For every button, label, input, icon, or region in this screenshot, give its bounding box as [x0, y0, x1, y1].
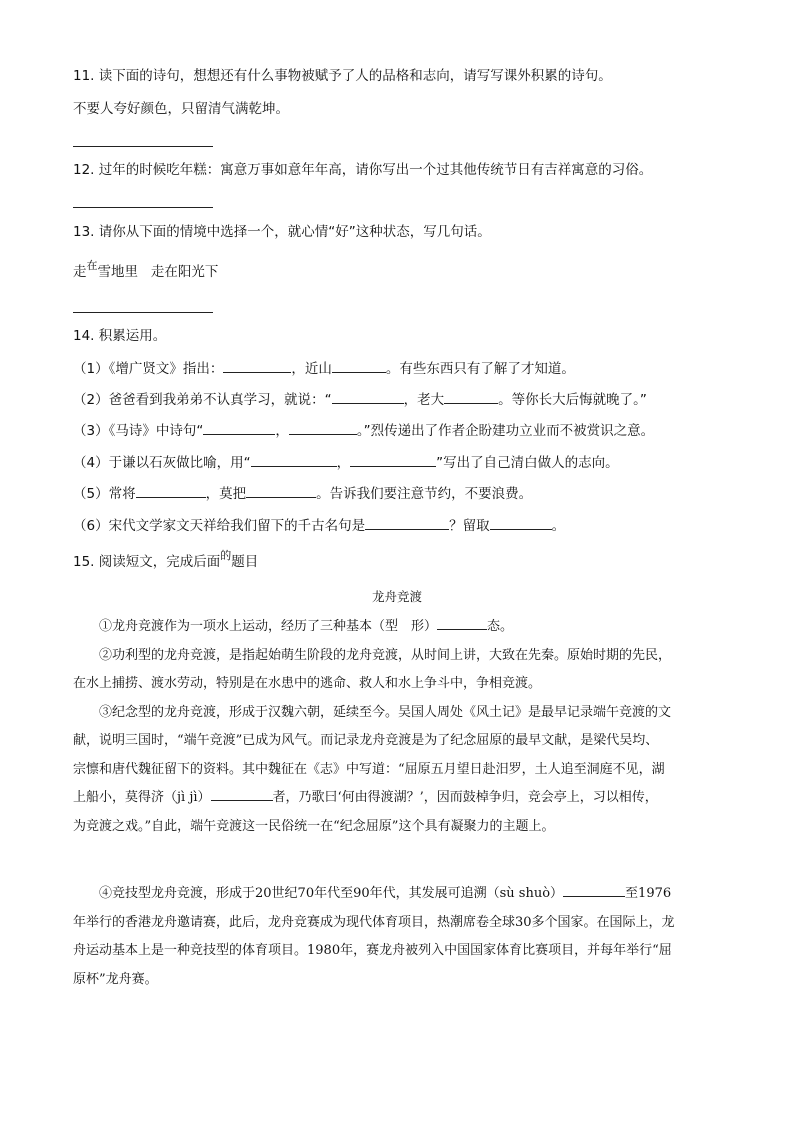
q13-options: [73, 259, 219, 283]
p3-l4-text-a: 上船小，莫得济（jì jì）: [73, 790, 211, 805]
passage-paragraph-2-line-2: 在水上捕捞、渡水劳动，特别是在水患中的逃命、救人和水上争斗中，争相竞渡。: [73, 676, 542, 691]
q14-item-5-blank-2[interactable]: [246, 483, 316, 498]
passage-paragraph-4-line-2: 年举行的香港龙舟邀请赛，此后，龙舟竞赛成为现代体育项目，热潮席卷全球30多个国家。在国际上，龙: [73, 914, 675, 930]
passage-paragraph-4-line-1: [73, 880, 721, 909]
p3-blank[interactable]: [211, 786, 273, 801]
p4-l1-text-b: 至1976: [625, 886, 672, 901]
q11-prompt: 11. 读下面的诗句，想想还有什么事物被赋予了人的品格和志向，请写写课外积累的诗句。: [73, 68, 612, 84]
passage-paragraph-3-line-4: [73, 784, 721, 813]
passage-body-2: [73, 880, 721, 994]
passage-body: [73, 613, 721, 841]
q14-item-4-text-b: ，: [336, 455, 351, 471]
q14-item-1-blank-2[interactable]: [332, 358, 386, 373]
q14-item-5: [73, 483, 532, 504]
q12-answer-line[interactable]: [73, 207, 213, 208]
q14-item-2-text-c: 。等你长大后悔就晚了。”: [498, 392, 647, 408]
q14-item-1-blank-1[interactable]: [223, 358, 291, 373]
q14-item-2-blank-1[interactable]: [332, 389, 404, 404]
q14-item-5-text-b: ，莫把: [205, 486, 247, 502]
passage-paragraph-2-line-1: ②功利型的龙舟竞渡，是指起始萌生阶段的龙舟竞渡，从时间上讲，大致在先秦。原始时期的先民，: [99, 647, 672, 663]
q14-item-3-blank-2[interactable]: [289, 420, 357, 435]
q14-item-1-text-a: （1）《增广贤文》指出：: [73, 361, 224, 377]
q14-item-5-blank-1[interactable]: [136, 483, 206, 498]
q14-item-3: [73, 420, 654, 441]
q14-item-6-text-a: （6）宋代文学家文天祥给我们留下的千古名句是: [73, 518, 366, 534]
q13-prompt: 13. 请你从下面的情境中选择一个，就心情“好”这种状态，写几句话。: [73, 224, 491, 240]
q13-option1-b: 在: [86, 259, 98, 272]
q14-prompt: 14. 积累运用。: [73, 328, 167, 344]
q14-item-4-blank-2[interactable]: [350, 452, 436, 467]
q14-item-2-blank-2[interactable]: [444, 389, 498, 404]
q14-item-5-text-a: （5）常将: [73, 486, 136, 502]
q11-poem: 不要人夸好颜色，只留清气满乾坤。: [73, 101, 289, 117]
q14-item-1: [73, 358, 575, 379]
q14-item-2-text-b: ，老大: [403, 392, 445, 408]
q11-answer-line[interactable]: [73, 146, 213, 147]
q12-prompt: 12. 过年的时候吃年糕：寓意万事如意年年高，请你写出一个过其他传统节日有吉祥寓意的习俗。: [73, 162, 653, 178]
q14-item-3-text-b: ，: [275, 423, 289, 439]
q14-item-2: [73, 389, 647, 410]
q14-item-4: [73, 452, 619, 473]
q13-answer-line[interactable]: [73, 312, 213, 313]
q14-item-4-text-c: ”写出了自己清白做人的志向。: [436, 455, 619, 471]
q14-item-3-blank-1[interactable]: [203, 420, 275, 435]
q15-prompt-c: 题目: [231, 554, 259, 570]
p1-blank[interactable]: [437, 615, 487, 630]
p4-blank[interactable]: [563, 882, 625, 897]
p4-l1-text-a: ④竞技型龙舟竞渡，形成于20世纪70年代至90年代，其发展可追溯（sù shuò）: [99, 886, 564, 901]
q14-item-2-text-a: （2）爸爸看到我弟弟不认真学习，就说：“: [73, 392, 332, 408]
passage-paragraph-3-line-2: 献，说明三国时，“端午竞渡”已成为风气。而记录龙舟竞渡是为了纪念屈原的最早文献，是梁代吴均、: [73, 733, 659, 748]
passage-paragraph-3-line-3: 宗懔和唐代魏征留下的资料。其中魏征在《志》中写道：“屈原五月望日赴汨罗，土人追至洞庭不见，湖: [73, 761, 665, 777]
q14-item-3-text-a: （3）《马诗》中诗句“: [73, 423, 204, 439]
p1-text-a: ①龙舟竞渡作为一项水上运动，经历了三种基本（型 形）: [99, 619, 438, 634]
q14-item-1-text-c: 。有些东西只有了解了才知道。: [385, 361, 575, 377]
q14-item-6-blank-1[interactable]: [365, 515, 449, 530]
q13-option2: 走在阳光下: [150, 264, 219, 280]
passage-paragraph-3-line-1: ③纪念型的龙舟竞渡，形成于汉魏六朝，延续至今。吴国人周处《风土记》是最早记录端午竞渡的文: [99, 704, 672, 720]
passage-paragraph-4-line-4: 原杯”龙舟赛。: [73, 971, 158, 987]
passage-paragraph-4-line-3: 舟运动基本上是一种竞技型的体育项目。1980年，赛龙舟被列入中国国家体育比赛项目，并每年举行“屈: [73, 943, 672, 958]
q13-option1-c: 雪地里: [97, 264, 138, 280]
p1-text-b: 态。: [487, 619, 514, 634]
q14-item-4-text-a: （4）于谦以石灰做比喻，用“: [73, 455, 251, 471]
q14-item-6-blank-2[interactable]: [490, 515, 552, 530]
passage-title: 龙舟竞渡: [371, 589, 422, 604]
q14-item-3-text-c: 。”烈传递出了作者企盼建功立业而不被赏识之意。: [356, 423, 655, 439]
p3-l4-text-b: 者，乃歌曰‘何由得渡湖？’，因而鼓棹争归，竞会亭上，习以相传，: [272, 790, 658, 805]
q14-item-6-text-c: 。: [551, 518, 566, 534]
q15-prompt-b: 的: [220, 549, 232, 562]
q13-option1-a: 走: [73, 264, 87, 280]
passage-paragraph-1: [73, 613, 721, 642]
q14-item-5-text-c: 。告诉我们要注意节约，不要浪费。: [316, 486, 533, 502]
q14-item-6-text-b: ？留取: [449, 518, 490, 534]
q15-prompt: [73, 549, 259, 573]
q14-item-4-blank-1[interactable]: [251, 452, 337, 467]
passage-paragraph-3-line-5: 为竞渡之戏。”自此，端午竞渡这一民俗统一在“纪念屈原”这个具有凝聚力的主题上。: [73, 818, 555, 834]
q15-prompt-a: 15. 阅读短文，完成后面: [73, 554, 221, 570]
q14-item-1-text-b: ，近山: [291, 361, 332, 377]
q14-item-6: [73, 515, 565, 536]
